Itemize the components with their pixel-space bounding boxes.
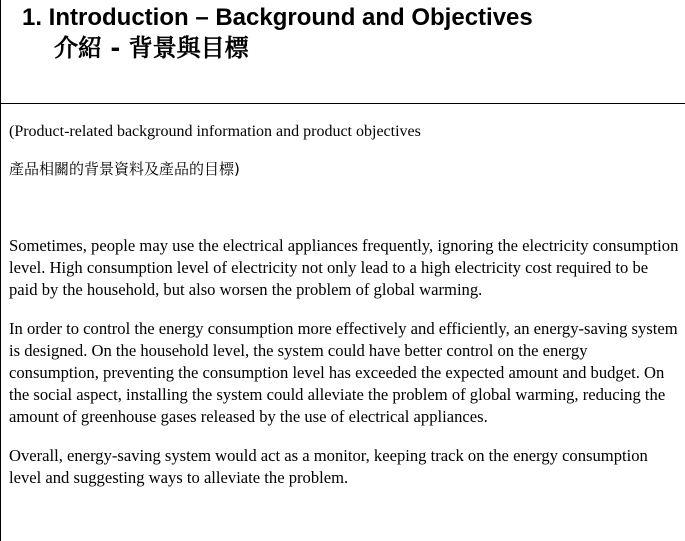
paragraph-background: Sometimes, people may use the electrical appliances frequently, ignoring the electricity consumption level. High consumption level of electricity not only lead to a high electricity cost required to be paid by the household, but also worsen the problem of global warming. [9,236,679,300]
slide-title-english: 1. Introduction – Background and Objectives [22,4,533,31]
intro-note-english: (Product-related background information and product objectives [9,123,421,140]
intro-note-chinese: 產品相關的背景資料及產品的目標) [9,160,240,178]
paragraph-summary: Overall, energy-saving system would act as a monitor, keeping track on the energy consumption level and suggesting ways to alleviate the problem. [9,445,648,487]
header-divider [0,103,685,104]
slide-header [22,4,677,64]
paragraph-objectives: In order to control the energy consumption more effectively and efficiently, an energy-saving system is designed. On the household level, the system could have better control on the energy consumption, preventing the consumption level has exceeded the expected amount and budget. On the social aspect, installing the system could alleviate the problem of global warming, reducing the amount of greenhouse gases released by the use of electrical appliances. [9,318,678,427]
slide-content [9,122,679,489]
slide-title-chinese: 介紹 - 背景與目標 [54,34,249,62]
